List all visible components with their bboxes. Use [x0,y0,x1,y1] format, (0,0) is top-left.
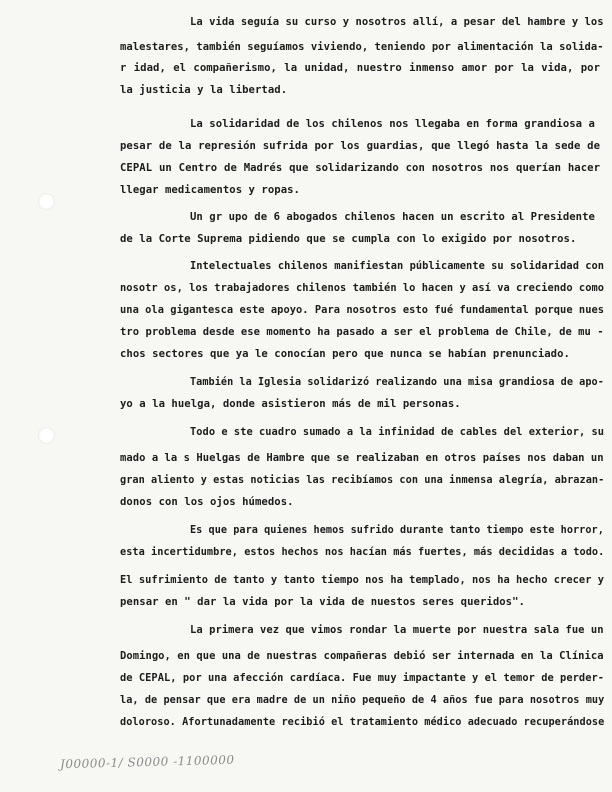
text-line: También la Iglesia solidarizó realizando una misa grandiosa de apo- [190,376,604,388]
archive-stamp: J00000-1/ S0000 -1100000 [59,752,235,772]
text-line: de CEPAL, por una afección cardíaca. Fue muy impactante y el temor de perder- [120,672,605,684]
punch-hole [38,427,55,444]
text-line: La vida seguía su curso y nosotros allí, a pesar del hambre y los [190,16,604,28]
text-line: la, de pensar que era madre de un niño pequeño de 4 años fue para nosotros muy [120,694,605,706]
punch-hole [38,193,55,210]
text-line: nosotr os, los trabajadores chilenos también lo hacen y así va creciendo como [120,282,605,294]
text-line: Domingo, en que una de nuestras compañeras debió ser internada en la Clínica [120,650,604,662]
text-line: malestares, también seguíamos viviendo, teniendo por alimentación la solida- [120,41,604,53]
text-line: CEPAL un Centro de Madrés que solidarizando con nosotros nos querían hacer [120,162,600,174]
text-line: La primera vez que vimos rondar la muerte por nuestra sala fue un [190,624,604,636]
text-line: Un gr upo de 6 abogados chilenos hacen un escrito al Presidente [190,211,595,223]
text-line: de la Corte Suprema pidiendo que se cumpla con lo exigido por nosotros. [120,233,577,245]
text-line: Intelectuales chilenos manifiestan públicamente su solidaridad con [190,260,605,272]
text-line: yo a la huelga, donde asistieron más de mil personas. [120,398,461,410]
text-line: una ola gigantesca este apoyo. Para nosotros esto fué fundamental porque nues [120,304,605,316]
text-line: gran aliento y estas noticias las recibíamos con una inmensa alegría, abrazan- [120,474,605,486]
text-line: Es que para quienes hemos sufrido durante tanto tiempo este horror, [190,524,604,536]
text-line: donos con los ojos húmedos. [120,496,294,508]
text-line: mado a la s Huelgas de Hambre que se realizaban en otros países nos daban un [120,452,604,464]
text-line: Todo e ste cuadro sumado a la infinidad de cables del exterior, su [190,426,605,438]
text-line: chos sectores que ya le conocían pero que nunca se habían prenunciado. [120,348,570,360]
text-line: El sufrimiento de tanto y tanto tiempo nos ha templado, nos ha hecho crecer y [120,574,605,586]
text-line: tro problema desde ese momento ha pasado a ser el problema de Chile, de mu - [120,326,604,338]
text-line: pensar en " dar la vida por la vida de nuestos seres queridos". [120,596,525,608]
text-line: r idad, el compañerismo, la unidad, nuestro inmenso amor por la vida, por [120,62,600,74]
text-line: doloroso. Afortunadamente recibió el tratamiento médico adecuado recuperándose [120,716,605,728]
text-line: La solidaridad de los chilenos nos llegaba en forma grandiosa a [190,118,595,130]
text-line: la justicia y la libertad. [120,84,288,96]
text-line: esta incertidumbre, estos hechos nos hacían más fuertes, más decididas a todo. [120,546,605,558]
text-line: pesar de la represión sufrida por los guardias, que llegó hasta la sede de [120,140,600,152]
text-line: llegar medicamentos y ropas. [120,184,300,196]
